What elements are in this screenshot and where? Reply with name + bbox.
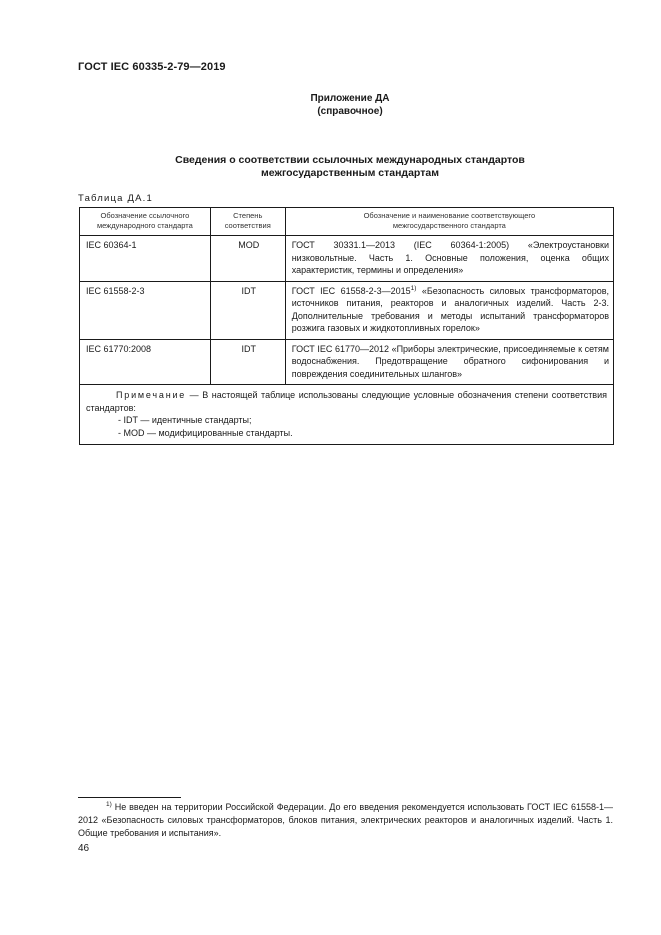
cell-degree: IDT: [210, 339, 285, 385]
note-label: Примечание: [116, 390, 187, 400]
header-ref-standard: Обозначение ссылочного международного стандарта: [80, 208, 211, 236]
cell-ref: IEC 61558-2-3: [80, 281, 211, 339]
footnote: [78, 801, 613, 840]
header-degree: Степень соответствия: [210, 208, 285, 236]
cell-name: ГОСТ 30331.1—2013 (IEC 60364-1:2005) «Электроустановки низковольтные. Часть 1. Основные положения, оценка общих характеристик, термины и определения»: [285, 236, 613, 282]
appendix-subtitle: (справочное): [317, 106, 383, 117]
table-note: [80, 385, 614, 445]
cell-degree: IDT: [210, 281, 285, 339]
correspondence-table: [79, 207, 614, 445]
table-label: Таблица ДА.1: [78, 193, 153, 204]
note-text: — В настоящей таблице использованы следующие условные обозначения степени соответствия стандартов:: [86, 390, 607, 413]
document-id: ГОСТ IEC 60335-2-79—2019: [78, 61, 226, 73]
table-row: [80, 281, 614, 339]
cell-degree: MOD: [210, 236, 285, 282]
table-note-row: [80, 385, 614, 445]
section-title-line2: межгосударственным стандартам: [261, 167, 439, 179]
section-title: [0, 154, 661, 180]
note-item: - IDT — идентичные стандарты;: [118, 415, 252, 425]
footnote-marker: 1): [106, 801, 112, 808]
table-row: [80, 236, 614, 282]
footnote-divider: [78, 797, 181, 798]
table-header-row: [80, 208, 614, 236]
cell-ref: IEC 61770:2008: [80, 339, 211, 385]
table-row: [80, 339, 614, 385]
note-item: - MOD — модифицированные стандарты.: [118, 427, 293, 438]
appendix-heading: [0, 92, 661, 118]
cell-ref: IEC 60364-1: [80, 236, 211, 282]
appendix-title: Приложение ДА: [310, 93, 390, 104]
cell-name: ГОСТ IEC 61558-2-3—2015$^{1)}$ «Безопасность силовых трансформаторов, источников питания, реакторов и аналогичных изделий. Часть 2-3. Дополнительные требования и методы испытаний трансформаторов розжига газовых и жидкотопливных горелок»: [285, 281, 613, 339]
page-number: 46: [78, 843, 90, 854]
section-title-line1: Сведения о соответствии ссылочных международных стандартов: [175, 154, 525, 166]
header-interstate-standard: Обозначение и наименование соответствующего межгосударственного стандарта: [285, 208, 613, 236]
footnote-text: Не введен на территории Российской Федерации. До его введения рекомендуется использовать ГОСТ IEC 61558-1—2012 «Безопасность силовых трансформаторов, блоков питания, электрических реакторов и аналогичных изделий. Часть 1. Общие требования и испытания».: [78, 802, 613, 838]
footnote-ref: 1): [410, 284, 417, 292]
cell-name: ГОСТ IEC 61770—2012 «Приборы электрические, присоединяемые к сетям водоснабжения. Предотвращение обратного сифонирования и повреждения соединительных шлангов»: [285, 339, 613, 385]
